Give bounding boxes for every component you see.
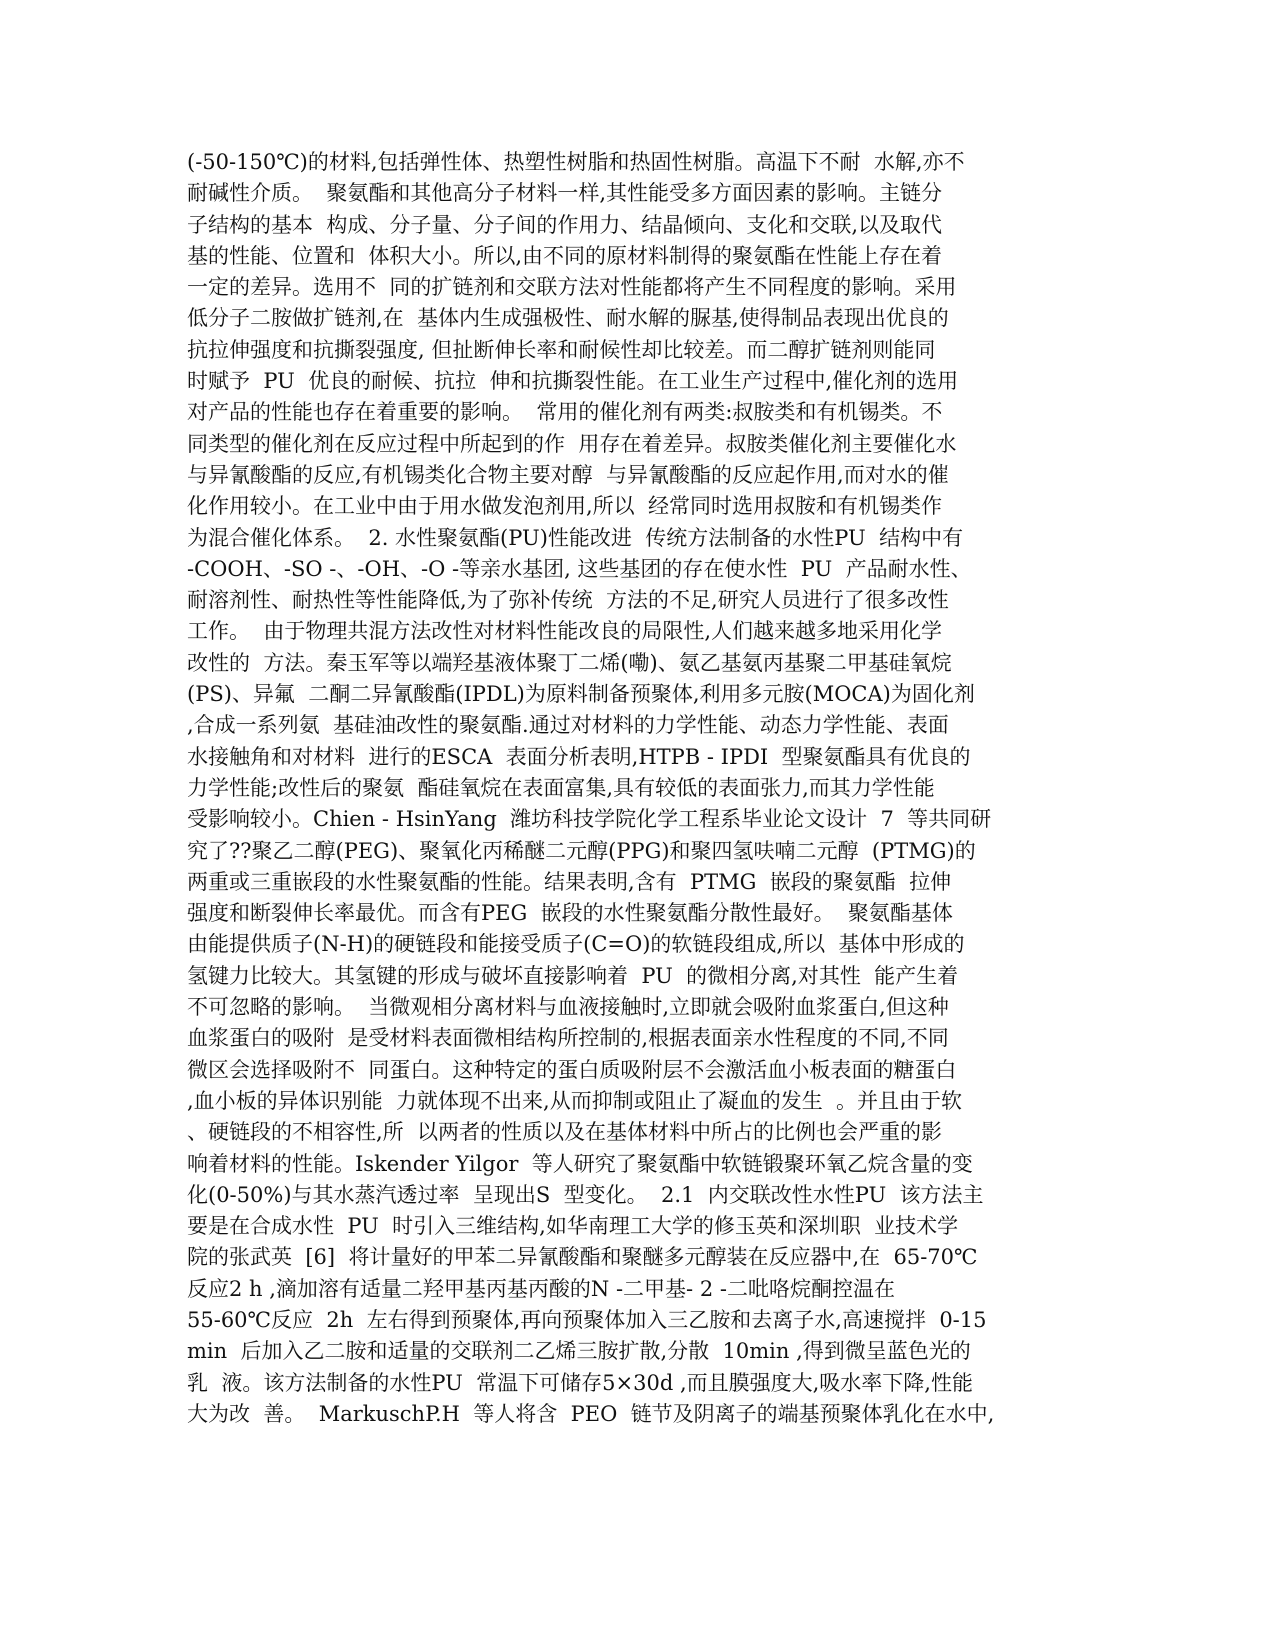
text-line: 两重或三重嵌段的水性聚氨酯的性能。结果表明,含有 PTMG 嵌段的聚氨酯 拉伸 (187, 869, 952, 894)
text-line: 同类型的催化剂在反应过程中所起到的作 用存在着差异。叔胺类催化剂主要催化水 (187, 431, 957, 456)
text-line: 受影响较小。Chien - HsinYang 潍坊科技学院化学工程系毕业论文设计 7 等共同研 (187, 807, 992, 832)
text-line: -COOH、-SO -、-OH、-O -等亲水基团, 这些基团的存在使水性 PU 产品耐水性、 (187, 556, 972, 581)
text-line: 氢键力比较大。其氢键的形成与破坏直接影响着 PU 的微相分离,对其性 能产生着 (187, 963, 959, 988)
text-line: 不可忽略的影响。 当微观相分离材料与血液接触时,立即就会吸附血浆蛋白,但这种 (187, 995, 949, 1020)
text-line: 时赋予 PU 优良的耐候、抗拉 伸和抗撕裂性能。在工业生产过程中,催化剂的选用 (187, 369, 959, 394)
text-line: 要是在合成水性 PU 时引入三维结构,如华南理工大学的修玉英和深圳职 业技术学 (187, 1214, 959, 1239)
text-line: 反应2 h ,滴加溶有适量二羟甲基丙基丙酸的N -二甲基- 2 -二吡咯烷酮控温在 (187, 1276, 895, 1301)
text-line: 大为改 善。 MarkuschP.H 等人将含 PEO 链节及阴离子的端基预聚体乳化在水中, (187, 1401, 995, 1426)
text-line: 低分子二胺做扩链剂,在 基体内生成强极性、耐水解的脲基,使得制品表现出优良的 (187, 306, 949, 331)
text-line: 院的张武英 [6] 将计量好的甲苯二异氰酸酯和聚醚多元醇装在反应器中,在 65-70℃ (187, 1245, 978, 1270)
text-line: 力学性能;改性后的聚氨 酯硅氧烷在表面富集,具有较低的表面张力,而其力学性能 (187, 775, 935, 800)
text-line: 由能提供质子(N-H)的硬链段和能接受质子(C=O)的软链段组成,所以 基体中形成的 (187, 932, 965, 957)
text-line: 强度和断裂伸长率最优。而含有PEG 嵌段的水性聚氨酯分散性最好。 聚氨酯基体 (187, 901, 953, 926)
text-line: 一定的差异。选用不 同的扩链剂和交联方法对性能都将产生不同程度的影响。采用 (187, 275, 957, 300)
text-line: 对产品的性能也存在着重要的影响。 常用的催化剂有两类:叔胺类和有机锡类。不 (187, 400, 943, 425)
text-line: 响着材料的性能。Iskender Yilgor 等人研究了聚氨酯中软链锻聚环氧乙烷含量的变 (187, 1151, 973, 1176)
text-line: 耐溶剂性、耐热性等性能降低,为了弥补传统 方法的不足,研究人员进行了很多改性 (187, 588, 949, 613)
text-line: 耐碱性介质。 聚氨酯和其他高分子材料一样,其性能受多方面因素的影响。主链分 (187, 181, 943, 206)
text-line: 基的性能、位置和 体积大小。所以,由不同的原材料制得的聚氨酯在性能上存在着 (187, 243, 943, 268)
text-line: 子结构的基本 构成、分子量、分子间的作用力、结晶倾向、支化和交联,以及取代 (187, 212, 943, 237)
text-line: 、硬链段的不相容性,所 以两者的性质以及在基体材料中所占的比例也会严重的影 (187, 1120, 943, 1145)
text-line: 血浆蛋白的吸附 是受材料表面微相结构所控制的,根据表面亲水性程度的不同,不同 (187, 1026, 949, 1051)
text-line: 为混合催化体系。 2. 水性聚氨酯(PU)性能改进 传统方法制备的水性PU 结构中有 (187, 525, 964, 550)
text-line: (-50-150℃)的材料,包括弹性体、热塑性树脂和热固性树脂。高温下不耐 水解,亦不 (187, 150, 965, 174)
text-line: (PS)、异氟 二酮二异氰酸酯(IPDL)为原料制备预聚体,利用多元胺(MOCA)为固化剂 (187, 682, 975, 707)
text-line: 究了??聚乙二醇(PEG)、聚氧化丙稀醚二元醇(PPG)和聚四氢呋喃二元醇 (PTMG)的 (187, 838, 976, 863)
text-line: 与异氰酸酯的反应,有机锡类化合物主要对醇 与异氰酸酯的反应起作用,而对水的催 (187, 462, 949, 487)
text-line: 乳 液。该方法制备的水性PU 常温下可储存5×30d ,而且膜强度大,吸水率下降,性能 (187, 1370, 973, 1395)
text-line: ,合成一系列氨 基硅油改性的聚氨酯.通过对材料的力学性能、动态力学性能、表面 (187, 713, 949, 738)
text-line: 55-60℃反应 2h 左右得到预聚体,再向预聚体加入三乙胺和去离子水,高速搅拌 0-15 (187, 1307, 987, 1332)
text-line: 化作用较小。在工业中由于用水做发泡剂用,所以 经常同时选用叔胺和有机锡类作 (187, 494, 943, 519)
text-line: 水接触角和对材料 进行的ESCA 表面分析表明,HTPB - IPDI 型聚氨酯具有优良的 (187, 744, 971, 769)
text-line: 改性的 方法。秦玉军等以端羟基液体聚丁二烯(嘞)、氨乙基氨丙基聚二甲基硅氧烷 (187, 650, 952, 675)
text-line: min 后加入乙二胺和适量的交联剂二乙烯三胺扩散,分散 10min ,得到微呈蓝色光的 (187, 1339, 971, 1364)
text-line: 微区会选择吸附不 同蛋白。这种特定的蛋白质吸附层不会激活血小板表面的糖蛋白 (187, 1057, 957, 1082)
text-line: 抗拉伸强度和抗撕裂强度, 但扯断伸长率和耐候性却比较差。而二醇扩链剂则能同 (187, 337, 936, 362)
text-line: ,血小板的异体识别能 力就体现不出来,从而抑制或阻止了凝血的发生 。并且由于软 (187, 1088, 963, 1113)
text-line: 工作。 由于物理共混方法改性对材料性能改良的局限性,人们越来越多地采用化学 (187, 619, 943, 644)
body-text (187, 147, 1087, 1430)
text-line: 化(0-50%)与其水蒸汽透过率 呈现出S 型变化。 2.1 内交联改性水性PU 该方法主 (187, 1182, 984, 1207)
